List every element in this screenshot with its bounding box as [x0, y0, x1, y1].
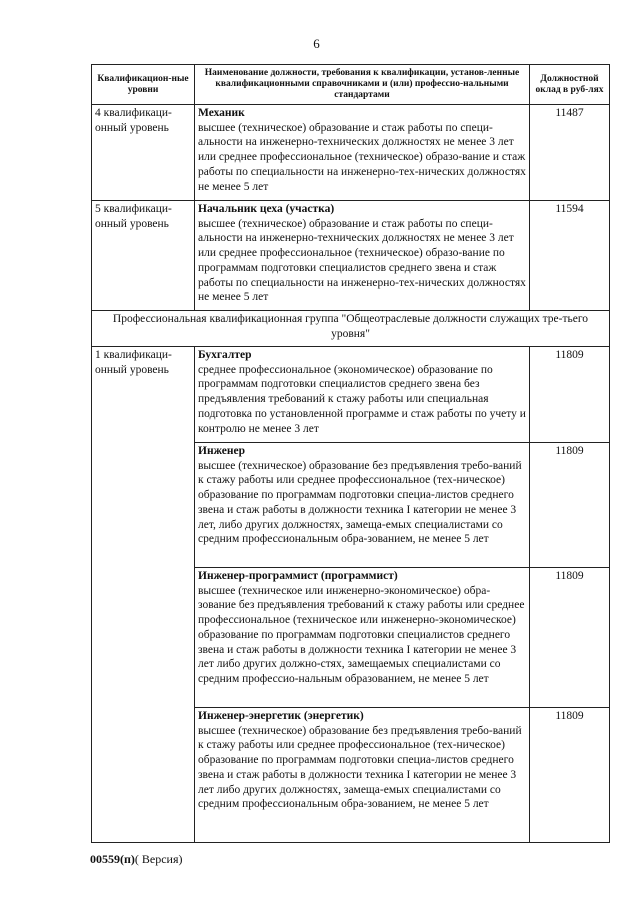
position-name: Инженер: [198, 445, 245, 457]
position-name: Бухгалтер: [198, 349, 252, 361]
table-row: [92, 347, 610, 443]
salary-cell: 11809: [530, 568, 610, 708]
position-name: Инженер-программист (программист): [198, 570, 398, 582]
position-requirements: высшее (техническое) образование и стаж работы по специ-альности на инженерно-технических должностях не менее 3 лет или среднее профессиональное (техническое) образо-вание по программам подготовки специалистов среднего звена и стаж работы по специальности на инженерно-тех-нических должностях не менее 5 лет: [198, 217, 526, 304]
position-name: Механик: [198, 107, 245, 119]
position-name: Начальник цеха (участка): [198, 203, 335, 215]
level-cell: 5 квалификаци-онный уровень: [92, 201, 195, 311]
document-version-label: ( Версия): [134, 852, 183, 866]
group-title: Профессиональная квалификационная группа "Общеотраслевые должности служащих тре-тьего уровня": [92, 311, 610, 347]
table-row: [92, 105, 610, 201]
header-salary: Должностной оклад в руб-лях: [530, 65, 610, 105]
table-row: [92, 201, 610, 311]
position-requirements: высшее (техническое) образование без предъявления требо-ваний к стажу работы или среднее профессиональное (тех-ническое) образование по программам подготовки специа-листов среднего звена и стаж работы в должности техника I категории не менее 3 лет либо других должностях, замеща-емых специалистами со средним профессиональным обра-зованием, не менее 5 лет: [198, 724, 522, 811]
level-cell: 4 квалификаци-онный уровень: [92, 105, 195, 201]
position-requirements: среднее профессиональное (экономическое) образование по программам подготовки специалистов среднего звена без предъявления требований к стажу работы или специальная подготовка по установленной программе и стаж работы по учету и контролю не менее 3 лет: [198, 363, 526, 435]
position-cell: [195, 347, 530, 443]
salary-cell: 11594: [530, 201, 610, 311]
document-code-number: 00559(п): [90, 852, 135, 866]
position-requirements: высшее (техническое) образование и стаж работы по специ-альности на инженерно-технических должностях не менее 3 лет или среднее профессиональное (техническое) образо-вание и стаж работы по специальности на инженерно-тех-нических должностях не менее 5 лет: [198, 121, 526, 193]
position-cell: [195, 568, 530, 708]
position-requirements: высшее (техническое или инженерно-экономическое) обра-зование без предъявления требований к стажу работы или среднее профессиональное (техническое или инженерно-экономическое) образование по программам подготовки специалистов среднего звена и стаж работы в должности техника I категории не менее 3 лет либо других должно-стях, замещаемых специалистами со средним профессио-нальным образованием, не менее 5 лет: [198, 584, 525, 685]
position-cell: [195, 708, 530, 843]
header-position: Наименование должности, требования к квалификации, установ-ленные квалификационными справочниками и (или) профессио-нальными стандартами: [195, 65, 530, 105]
position-cell: [195, 443, 530, 568]
salary-cell: 11487: [530, 105, 610, 201]
table-header-row: [92, 65, 610, 105]
position-cell: [195, 105, 530, 201]
level-cell: 1 квалификаци-онный уровень: [92, 347, 195, 843]
position-requirements: высшее (техническое) образование без предъявления требо-ваний к стажу работы или среднее профессиональное (тех-ническое) образование по программам подготовки специа-листов среднего звена и стаж работы в должности техника I категории не менее 3 лет, либо других должностях, замеща-емых специалистами со средним профессиональным обра-зованием, не менее 5 лет: [198, 459, 522, 546]
salary-cell: 11809: [530, 443, 610, 568]
page-number: 6: [313, 36, 320, 51]
document-code: [90, 852, 183, 867]
position-name: Инженер-энергетик (энергетик): [198, 710, 364, 722]
qualification-table: [91, 64, 610, 843]
salary-cell: 11809: [530, 708, 610, 843]
salary-cell: 11809: [530, 347, 610, 443]
position-cell: [195, 201, 530, 311]
group-title-row: [92, 311, 610, 347]
header-level: Квалификацион-ные уровни: [92, 65, 195, 105]
